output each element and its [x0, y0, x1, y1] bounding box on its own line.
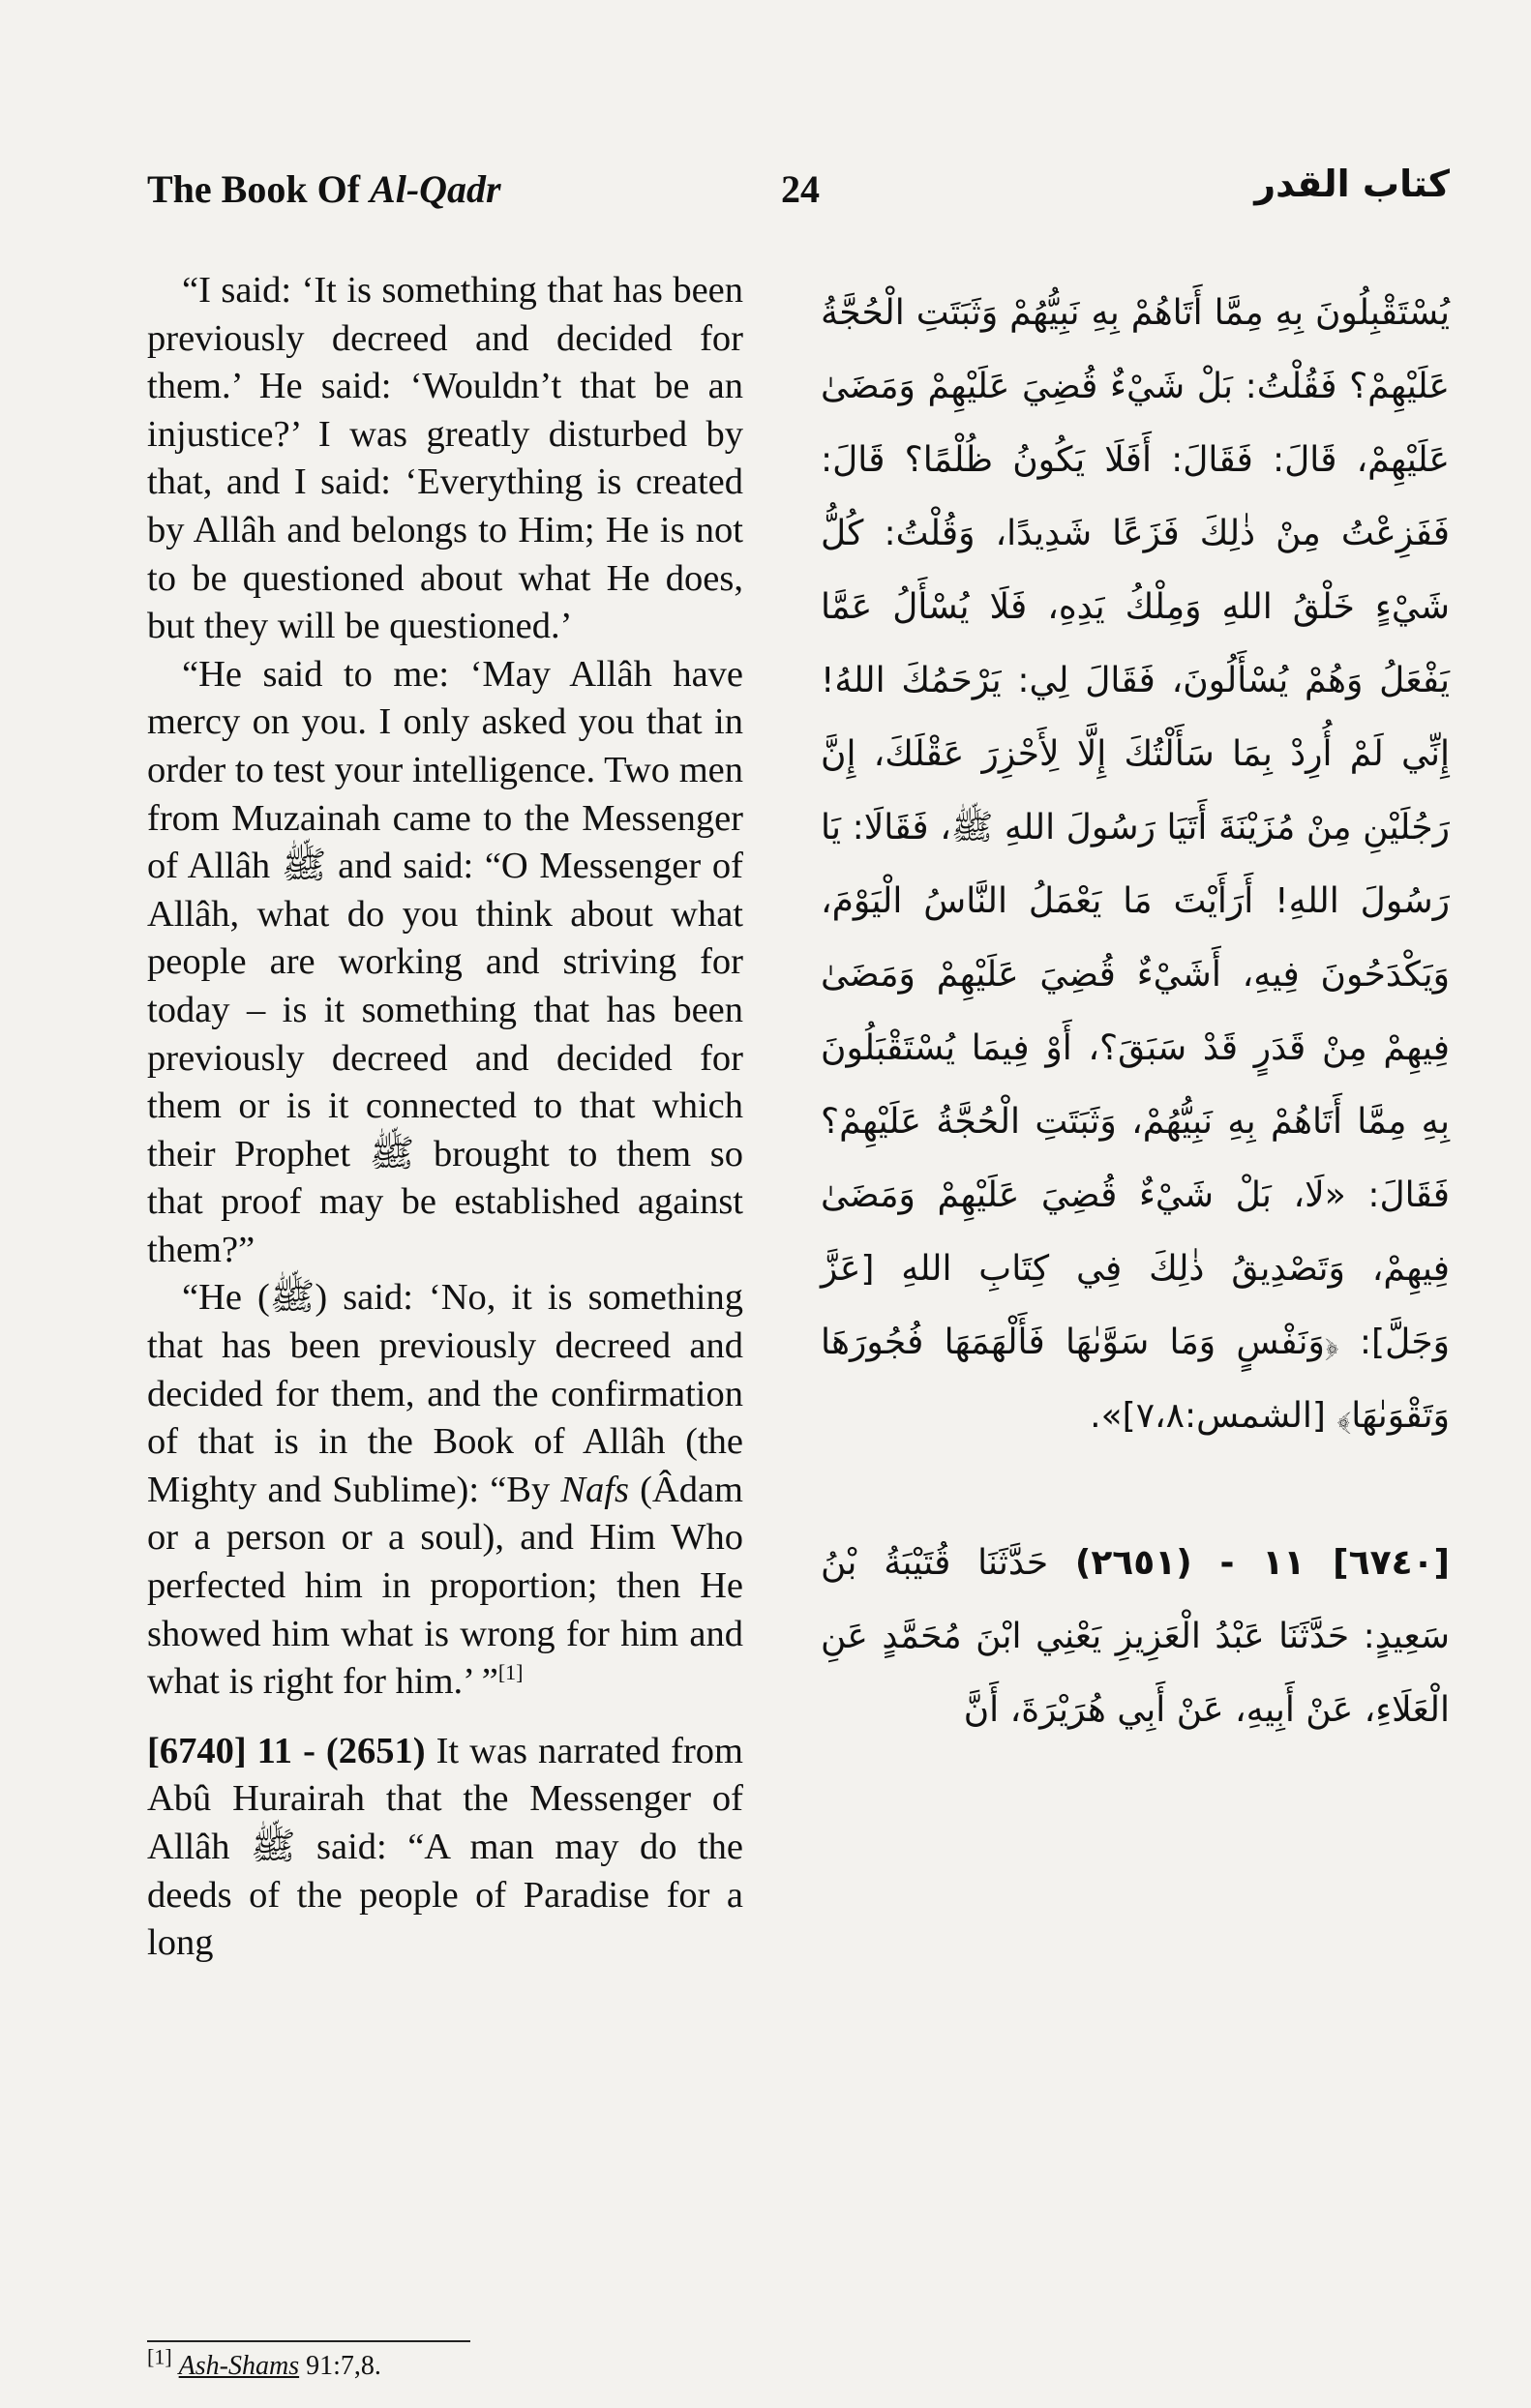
footnote-divider	[147, 2340, 470, 2342]
footnote	[147, 2344, 381, 2382]
header-title-prefix: The Book Of	[147, 167, 361, 211]
english-paragraph-1: “I said: ‘It is something that has been previously decreed and decided for them.’ He said: ‘Wouldn’t that be an injustice?’ I was greatly disturbed by that, and I said: ‘Everything is created by Allâh and belongs to Him; He is not to be questioned about what He does, but they will be questioned.’	[147, 270, 743, 647]
running-header-english	[147, 166, 501, 212]
footnote-marker: [1]	[147, 2344, 172, 2369]
header-title-italic: Al-Qadr	[370, 167, 501, 211]
page-number: 24	[781, 167, 820, 211]
footnote-ref-text: 91:7,8.	[306, 2351, 381, 2381]
english-paragraph-2: “He said to me: ‘May Allâh have mercy on you. I only asked you that in order to test your intelligence. Two men from Muzainah came to the Messenger of Allâh ﷺ and said: “O Messenger of Allâh, what do you think about what people are working and striving for today – is it something that has been previously decreed and decided for them or is it connected to that which their Prophet ﷺ brought to them so that proof may be established against them?”	[147, 653, 743, 1270]
hadith-number: [6740] 11 - (2651)	[147, 1730, 426, 1771]
arabic-paragraph-1: يُسْتَقْبِلُونَ بِهِ مِمَّا أَتَاهُمْ بِهِ نَبِيُّهُمْ وَثَبَتَتِ الْحُجَّةُ عَلَيْهِمْ؟ فَقُلْتُ: بَلْ شَيْءٌ قُضِيَ عَلَيْهِمْ وَمَضَىٰ عَلَيْهِمْ، قَالَ: فَقَالَ: أَفَلَا يَكُونُ ظُلْمًا؟ قَالَ: فَفَزِعْتُ مِنْ ذٰلِكَ فَزَعًا شَدِيدًا، وَقُلْتُ: كُلُّ شَيْءٍ خَلْقُ اللهِ وَمِلْكُ يَدِهِ، فَلَا يُسْأَلُ عَمَّا يَفْعَلُ وَهُمْ يُسْأَلُونَ، فَقَالَ لِي: يَرْحَمُكَ اللهُ! إِنِّي لَمْ أُرِدْ بِمَا سَأَلْتُكَ إِلَّا لِأَحْزِرَ عَقْلَكَ، إِنَّ رَجُلَيْنِ مِنْ مُزَيْنَةَ أَتَيَا رَسُولَ اللهِ ﷺ، فَقَالَا: يَا رَسُولَ اللهِ! أَرَأَيْتَ مَا يَعْمَلُ النَّاسُ الْيَوْمَ، وَيَكْدَحُونَ فِيهِ، أَشَيْءٌ قُضِيَ عَلَيْهِمْ وَمَضَىٰ فِيهِمْ مِنْ قَدَرٍ قَدْ سَبَقَ؟، أَوْ فِيمَا يُسْتَقْبَلُونَ بِهِ مِمَّا أَتَاهُمْ بِهِ نَبِيُّهُمْ، وَثَبَتَتِ الْحُجَّةُ عَلَيْهِمْ؟ فَقَالَ: «لَا، بَلْ شَيْءٌ قُضِيَ عَلَيْهِمْ وَمَضَىٰ فِيهِمْ، وَتَصْدِيقُ ذٰلِكَ فِي كِتَابِ اللهِ [عَزَّ وَجَلَّ]: ﴿وَنَفْسٍ وَمَا سَوَّىٰهَا فَأَلْهَمَهَا فُجُورَهَا وَتَقْوَىٰهَا﴾ [الشمس:٧،٨]».	[821, 293, 1450, 1436]
p3-nafs: Nafs	[560, 1469, 629, 1510]
footnote-source: Ash-Shams	[178, 2351, 300, 2381]
footnote-ref: [1]	[497, 1660, 524, 1685]
p3-text-a: “He (ﷺ) said: ‘No, it is something that has been previously decreed and decided for them, and the confirmation of that is in the Book of Allâh (the Mighty and Sublime): “By	[147, 1277, 743, 1510]
arabic-hadith-6740	[821, 1527, 1450, 1747]
arabic-column	[821, 277, 1450, 1747]
english-column	[147, 267, 743, 1968]
arabic-hadith-number: [٦٧٤٠] ١١ - (٢٦٥١)	[1074, 1543, 1450, 1583]
running-header-arabic: كتاب القدر	[1254, 163, 1450, 205]
spacer	[147, 1707, 743, 1728]
english-paragraph-3	[147, 1274, 743, 1706]
hadith-text: It was narrated from Abû Hurairah that the Messenger of Allâh ﷺ said: “A man may do the deeds of the people of Paradise for a long	[147, 1730, 743, 1964]
arabic-hadith-text: حَدَّثَنَا قُتَيْبَةُ بْنُ سَعِيدٍ: حَدَّثَنَا عَبْدُ الْعَزِيزِ يَعْنِي ابْنَ مُحَمَّدٍ عَنِ الْعَلَاءِ، عَنْ أَبِيهِ، عَنْ أَبِي هُرَيْرَةَ، أَنَّ	[821, 1543, 1450, 1730]
spacer	[821, 1453, 1450, 1527]
english-hadith-6740	[147, 1728, 743, 1968]
p3-text-b: (Âdam or a person or a soul), and Him Who perfected him in proportion; then He showed him what is wrong for him and what is right for him.’ ”	[147, 1469, 743, 1703]
